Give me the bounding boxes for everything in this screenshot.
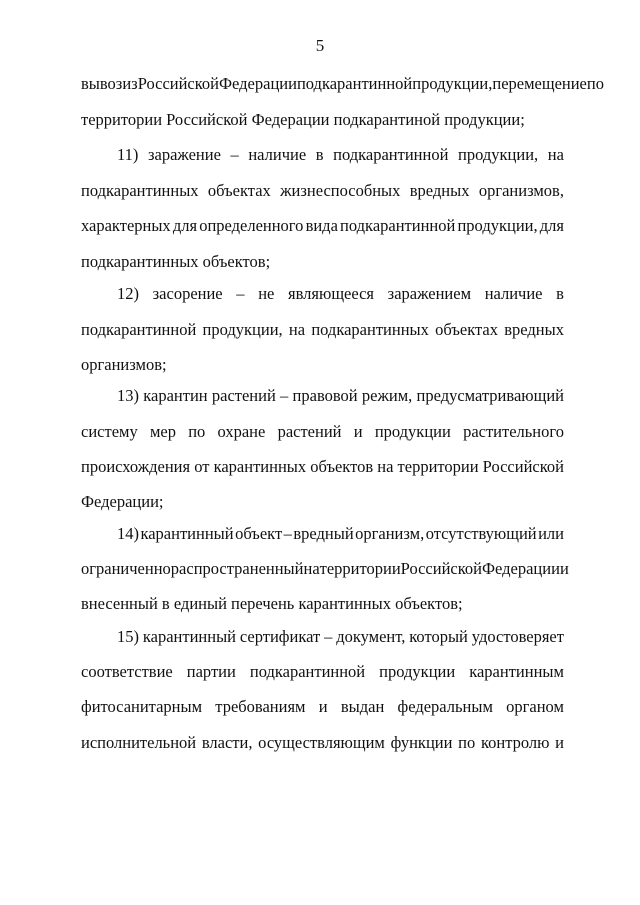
text-line (117, 145, 564, 165)
text-line (81, 662, 564, 682)
word: организм, (355, 524, 425, 543)
word: соответствие (81, 662, 173, 681)
word: объектах (435, 320, 498, 339)
word: для (539, 216, 564, 235)
word: партии (186, 662, 236, 681)
word: подкарантинной (296, 74, 413, 93)
word: территории (397, 457, 479, 476)
text-line (81, 74, 604, 94)
word: отсутствующий (425, 524, 537, 543)
word: и (555, 733, 564, 752)
word: на (288, 320, 306, 339)
word: территории (319, 559, 401, 578)
word: карантинных (213, 457, 307, 476)
word: 11) (117, 145, 139, 164)
word: Федерации (219, 74, 297, 93)
word: подкарантинных (311, 320, 429, 339)
text-line (81, 216, 564, 236)
word: 14) (117, 524, 139, 543)
word: подкарантинной (249, 662, 366, 681)
word: растений (277, 422, 342, 441)
word: заражение (147, 145, 221, 164)
word: удостоверяет (471, 627, 564, 646)
word: по (586, 74, 604, 93)
text-line (117, 386, 564, 406)
word: органом (506, 697, 564, 716)
word: растений (211, 386, 276, 405)
word: для (172, 216, 198, 235)
word: требованиям (215, 697, 306, 716)
word: – (230, 145, 239, 164)
word: правовой (292, 386, 358, 405)
word: вредных (409, 181, 470, 200)
word: от (194, 457, 210, 476)
word: объектов (310, 457, 374, 476)
word: охране (217, 422, 266, 441)
text-line (117, 284, 564, 304)
word: характерных (81, 216, 171, 235)
text-line (81, 320, 564, 340)
word: заражением (387, 284, 472, 303)
word: объектах (207, 181, 271, 200)
word: сертификат (239, 627, 321, 646)
word: подкарантинной (81, 320, 197, 339)
word: – (280, 386, 289, 405)
page-number: 5 (315, 36, 325, 55)
word: на (547, 145, 564, 164)
word: в (556, 284, 564, 303)
word: объект (235, 524, 283, 543)
word: наличие (248, 145, 307, 164)
word: федеральным (397, 697, 493, 716)
text-line (81, 181, 564, 201)
text-line (81, 457, 564, 477)
word: продукции, (457, 216, 538, 235)
word: контролю (480, 733, 550, 752)
text-line: подкарантинных объектов; (81, 252, 271, 271)
word: продукции, (412, 74, 493, 93)
word: по (188, 422, 206, 441)
word: – (283, 524, 292, 543)
word: который (409, 627, 468, 646)
text-line (81, 559, 569, 579)
word: карантинный (142, 627, 236, 646)
word: – (324, 627, 333, 646)
word: исполнительной (81, 733, 197, 752)
text-line: организмов; (81, 355, 167, 374)
text-line: внесенный в единый перечень карантинных объектов; (81, 594, 463, 613)
word: осуществляющим (258, 733, 385, 752)
word: на (377, 457, 394, 476)
word: организмов, (478, 181, 564, 200)
word: вида (305, 216, 338, 235)
word: функции (390, 733, 453, 752)
word: Федерации (482, 559, 560, 578)
word: продукции, (202, 320, 283, 339)
text-line (81, 422, 564, 442)
text-line: территории Российской Федерации подкарантиной продукции; (81, 110, 525, 129)
word: Российской (400, 559, 482, 578)
word: вывоз (81, 74, 123, 93)
word: наличие (484, 284, 543, 303)
word: в (315, 145, 324, 164)
word: предусматривающий (416, 386, 564, 405)
word: вредных (504, 320, 564, 339)
word: режим, (361, 386, 413, 405)
word: 12) (117, 284, 139, 303)
text-line (117, 524, 564, 544)
word: 15) (117, 627, 139, 646)
word: карантинный (140, 524, 234, 543)
word: выдан (340, 697, 385, 716)
word: карантинным (469, 662, 564, 681)
word: не (258, 284, 275, 303)
text-line (117, 627, 564, 647)
word: распространенный (170, 559, 304, 578)
word: власти, (201, 733, 253, 752)
word: подкарантинной (333, 145, 449, 164)
word: перемещение (492, 74, 587, 93)
word: продукции (379, 662, 456, 681)
word: и (559, 559, 569, 578)
word: Российской (482, 457, 564, 476)
word: подкарантинных (81, 181, 199, 200)
word: по (458, 733, 476, 752)
word: и (318, 697, 328, 716)
word: из (122, 74, 138, 93)
word: вредный (293, 524, 354, 543)
text-line (81, 733, 564, 753)
word: определенного (199, 216, 304, 235)
word: являющееся (288, 284, 375, 303)
word: систему (81, 422, 138, 441)
word: документ, (336, 627, 406, 646)
word: мер (149, 422, 176, 441)
text-line: Федерации; (81, 492, 164, 511)
word: и (353, 422, 363, 441)
word: растительного (463, 422, 564, 441)
word: – (236, 284, 245, 303)
word: продукции (374, 422, 451, 441)
text-line (81, 697, 564, 717)
word: или (538, 524, 564, 543)
word: 13) (117, 386, 139, 405)
word: карантин (143, 386, 208, 405)
word: Российской (137, 74, 220, 93)
word: на (303, 559, 320, 578)
word: жизнеспособных (280, 181, 401, 200)
word: фитосанитарным (81, 697, 203, 716)
word: подкарантинной (340, 216, 456, 235)
word: засорение (152, 284, 223, 303)
word: продукции, (458, 145, 539, 164)
word: происхождения (81, 457, 191, 476)
word: ограниченно (81, 559, 171, 578)
